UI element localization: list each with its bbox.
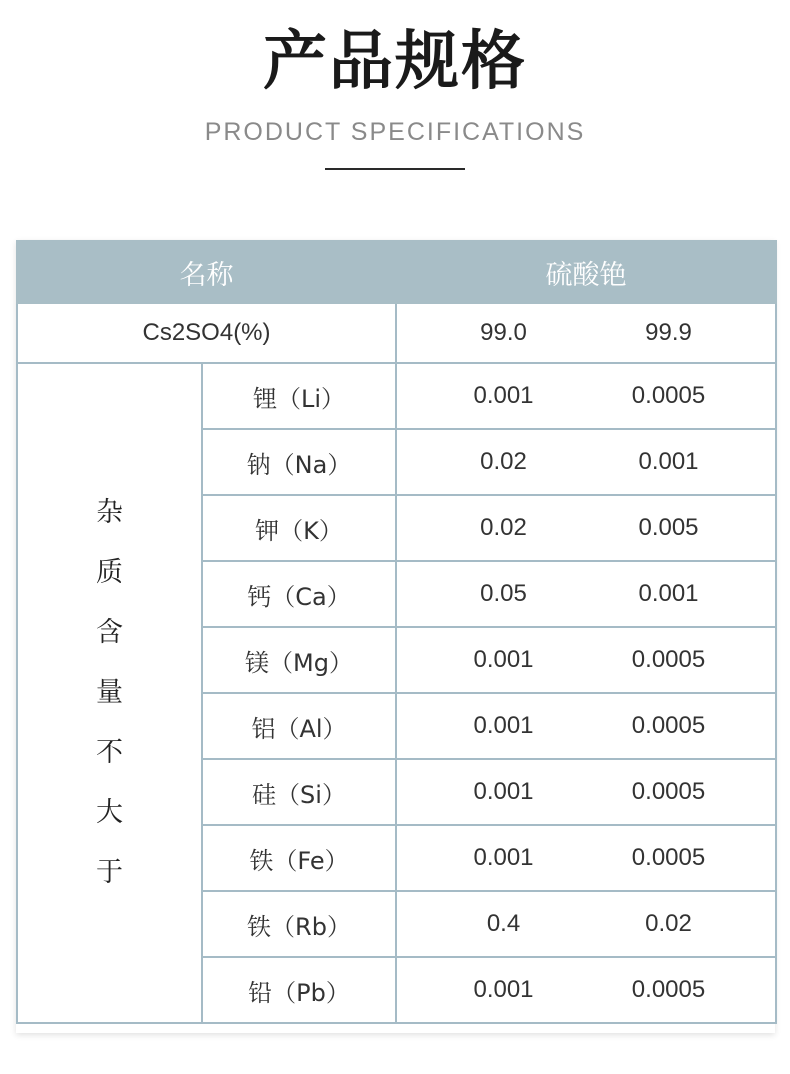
- impurity-label: 镁（Mg）: [202, 627, 396, 693]
- value-grade-2: 0.0005: [631, 976, 706, 1003]
- impurity-group-label: 杂 质 含 量 不 大 于: [17, 363, 202, 1023]
- impurity-values: [396, 825, 776, 891]
- value-grade-2: 0.0005: [631, 712, 706, 739]
- header-name-cell: 名称: [17, 241, 396, 303]
- value-grade-1: 0.001: [473, 712, 534, 739]
- impurity-values: [396, 561, 776, 627]
- page-title: 产品规格: [263, 25, 527, 99]
- value-grade-2: 0.0005: [631, 778, 706, 805]
- impurity-values: [396, 363, 776, 429]
- value-grade-1: 0.001: [473, 646, 534, 673]
- impurity-label: 铁（Rb）: [202, 891, 396, 957]
- value-grade-1: 0.001: [473, 844, 534, 871]
- page-subtitle: PRODUCT SPECIFICATIONS: [204, 118, 586, 146]
- impurity-label: 钙（Ca）: [202, 561, 396, 627]
- value-grade-1: 0.001: [473, 976, 534, 1003]
- impurity-values: [396, 495, 776, 561]
- impurity-label: 铝（Al）: [202, 693, 396, 759]
- impurity-label: 铅（Pb）: [202, 957, 396, 1023]
- main-row-values: [396, 303, 776, 363]
- title-divider: [325, 168, 465, 170]
- table-header-row: [17, 241, 776, 303]
- value-grade-2: 99.9: [645, 319, 692, 346]
- impurity-label: 钾（K）: [202, 495, 396, 561]
- impurity-values: [396, 957, 776, 1023]
- value-grade-2: 0.001: [638, 448, 699, 475]
- impurity-label: 铁（Fe）: [202, 825, 396, 891]
- spec-table-container: [16, 240, 775, 1033]
- impurity-label: 钠（Na）: [202, 429, 396, 495]
- impurity-label: 硅（Si）: [202, 759, 396, 825]
- header-product-cell: 硫酸铯: [396, 241, 776, 303]
- value-grade-2: 0.02: [645, 910, 692, 937]
- value-grade-2: 0.0005: [631, 844, 706, 871]
- impurity-label: 锂（Li）: [202, 363, 396, 429]
- value-grade-1: 0.02: [480, 514, 527, 541]
- value-grade-1: 0.02: [480, 448, 527, 475]
- impurity-values: [396, 693, 776, 759]
- value-grade-1: 0.001: [473, 778, 534, 805]
- spec-table: [16, 240, 777, 1024]
- impurity-values: [396, 627, 776, 693]
- value-grade-1: 0.4: [486, 910, 521, 937]
- table-row: [17, 363, 776, 429]
- value-grade-2: 0.001: [638, 580, 699, 607]
- main-row-label: Cs2SO4(%): [17, 303, 396, 363]
- impurity-values: [396, 759, 776, 825]
- table-row-main: [17, 303, 776, 363]
- value-grade-1: 99.0: [480, 319, 527, 346]
- value-grade-1: 0.05: [480, 580, 527, 607]
- value-grade-1: 0.001: [473, 382, 534, 409]
- value-grade-2: 0.0005: [631, 646, 706, 673]
- impurity-values: [396, 891, 776, 957]
- value-grade-2: 0.005: [638, 514, 699, 541]
- value-grade-2: 0.0005: [631, 382, 706, 409]
- impurity-values: [396, 429, 776, 495]
